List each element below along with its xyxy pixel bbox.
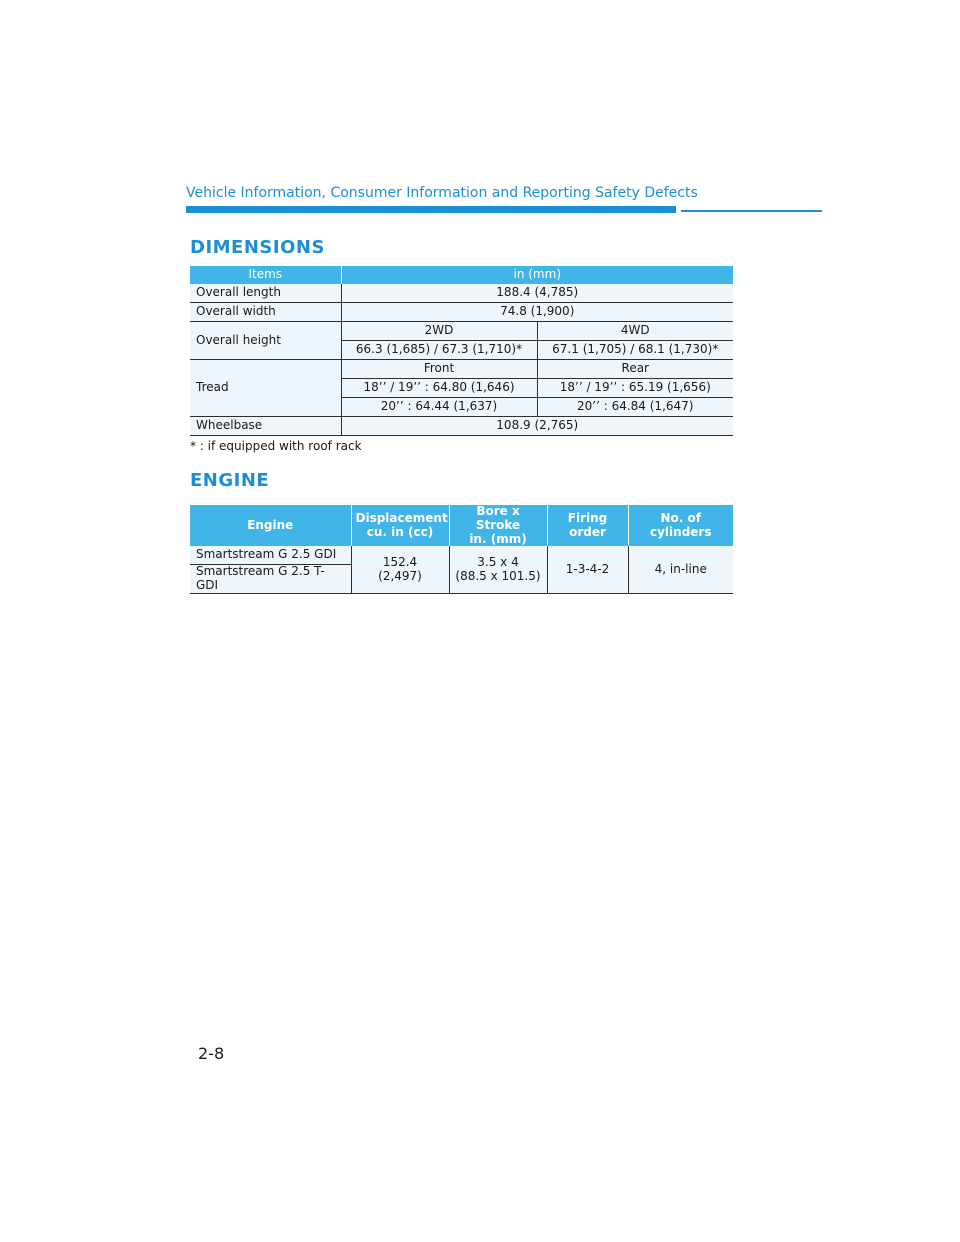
column-header-displacement xyxy=(351,505,449,546)
row-label-tread: Tread xyxy=(190,360,341,417)
column-header-items: Items xyxy=(190,266,341,284)
engine-heading: ENGINE xyxy=(190,470,270,491)
tread-rear-value-2: 20’’ : 64.84 (1,647) xyxy=(537,398,733,417)
cylinders-value: 4, in-line xyxy=(628,546,733,593)
height-4wd-value: 67.1 (1,705) / 68.1 (1,730)* xyxy=(537,341,733,360)
tread-rear-value-1: 18’’ / 19’’ : 65.19 (1,656) xyxy=(537,379,733,398)
displacement-value xyxy=(351,546,449,593)
dimensions-heading: DIMENSIONS xyxy=(190,237,325,258)
table-row xyxy=(190,417,733,436)
height-2wd-header: 2WD xyxy=(341,322,537,341)
table-row xyxy=(190,360,733,379)
row-label-overall-length: Overall length xyxy=(190,284,341,303)
column-header-displacement-line1: Displacement xyxy=(355,510,448,525)
row-label-overall-height: Overall height xyxy=(190,322,341,360)
column-header-engine: Engine xyxy=(190,505,351,546)
firing-order-value: 1-3-4-2 xyxy=(547,546,628,593)
engine-name-1: Smartstream G 2.5 GDI xyxy=(190,546,351,565)
page-number: 2-8 xyxy=(198,1044,225,1063)
overall-length-value: 188.4 (4,785) xyxy=(341,284,733,303)
engine-header-row xyxy=(190,505,733,546)
bore-stroke-line1: 3.5 x 4 xyxy=(477,554,519,569)
row-label-overall-width: Overall width xyxy=(190,303,341,322)
row-label-wheelbase: Wheelbase xyxy=(190,417,341,436)
engine-name-2: Smartstream G 2.5 T-GDI xyxy=(190,565,351,594)
column-header-cylinders: No. of cylinders xyxy=(628,505,733,546)
displacement-line2: (2,497) xyxy=(378,568,422,583)
dimensions-header-row xyxy=(190,266,733,284)
table-row xyxy=(190,322,733,341)
dimensions-footnote: * : if equipped with roof rack xyxy=(190,439,362,453)
tread-front-header: Front xyxy=(341,360,537,379)
wheelbase-value: 108.9 (2,765) xyxy=(341,417,733,436)
table-row xyxy=(190,284,733,303)
height-4wd-header: 4WD xyxy=(537,322,733,341)
tread-front-value-2: 20’’ : 64.44 (1,637) xyxy=(341,398,537,417)
tread-front-value-1: 18’’ / 19’’ : 64.80 (1,646) xyxy=(341,379,537,398)
column-header-displacement-line2: cu. in (cc) xyxy=(366,524,434,539)
engine-table xyxy=(190,505,733,594)
header-bar-thin xyxy=(681,210,822,212)
overall-width-value: 74.8 (1,900) xyxy=(341,303,733,322)
column-header-value: in (mm) xyxy=(341,266,733,284)
displacement-line1: 152.4 xyxy=(382,554,418,569)
column-header-bore-line1: Bore x Stroke xyxy=(475,504,521,532)
column-header-bore-line2: in. (mm) xyxy=(469,531,527,546)
dimensions-table xyxy=(190,266,733,436)
bore-stroke-line2: (88.5 x 101.5) xyxy=(455,568,541,583)
height-2wd-value: 66.3 (1,685) / 67.3 (1,710)* xyxy=(341,341,537,360)
bore-stroke-value xyxy=(449,546,547,593)
header-bar xyxy=(186,206,676,213)
column-header-bore-stroke xyxy=(449,505,547,546)
header-title: Vehicle Information, Consumer Information and Reporting Safety Defects xyxy=(186,185,698,201)
table-row xyxy=(190,303,733,322)
tread-rear-header: Rear xyxy=(537,360,733,379)
table-row xyxy=(190,546,733,565)
column-header-firing-order: Firing order xyxy=(547,505,628,546)
